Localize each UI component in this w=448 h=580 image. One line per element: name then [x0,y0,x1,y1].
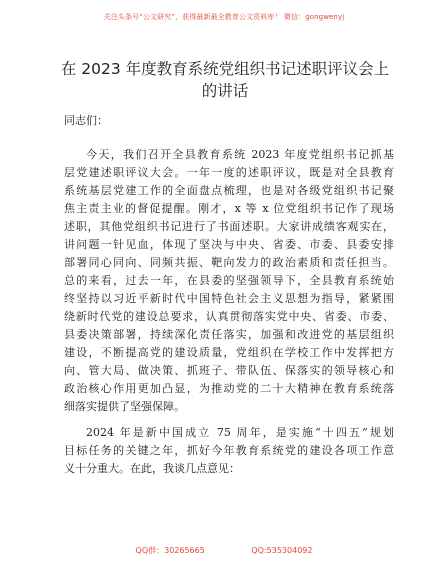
paragraph-1 [64,146,394,416]
text-line: 政治核心作用更加凸显，为推动党的二十大精神在教育系统落 [64,382,394,395]
footer-qq-group: QQ群：30265665 [135,546,205,555]
text-line: 部署同心同向、同频共振、靶向发力的政治素质和责任担当。 [64,256,394,269]
text-line: 层党建述职评议大会。一年一度的述职评议，既是对全县教育 [64,166,394,179]
text-line: 细落实提供了坚强保障。 [64,400,185,413]
text-line: 终坚持以习近平新时代中国特色社会主义思想为指导，紧紧围 [64,292,394,305]
paragraph-2 [64,424,394,478]
text-line: 向、管大局、做决策、抓班子、带队伍、保落实的领导核心和 [64,364,394,377]
text-line: 焦主责主业的督促提醒。刚才，x 等 x 位党组织书记作了现场 [64,202,394,215]
text-line: 总的来看，过去一年，在县委的坚强领导下，全县教育系统始 [64,274,394,287]
document-body [64,146,394,478]
text-line: 述职，其他党组织书记进行了书面述职。大家讲成绩客观实在， [64,220,394,233]
text-line: 目标任务的关键之年，抓好今年教育系统党的建设各项工作意 [64,444,394,457]
footer-qq: QQ:535304092 [251,546,313,555]
text-line: 2024 年是新中国成立 75 周年，是实施“十四五”规划 [86,426,394,439]
greeting: 同志们： [64,114,108,127]
header-banner: 关注头条号“公文研究”，获得最新最全教育公文资料库！ 微信：gongwenyj [103,13,345,21]
text-line: 县委决策部署，持续深化责任落实，加强和改进党的基层组织 [64,328,394,341]
text-line: 讲问题一针见血，体现了坚决与中央、省委、市委、县委安排 [64,238,394,251]
title-line: 的讲话 [201,82,249,100]
text-line: 义十分重大。在此，我谈几点意见： [64,462,240,475]
title-line: 在 2023 年度教育系统党组织书记述职评议会上 [60,60,390,78]
document-title [40,58,410,102]
text-line: 今天，我们召开全县教育系统 2023 年度党组织书记抓基 [86,148,394,161]
text-line: 绕新时代党的建设总要求，认真贯彻落实党中央、省委、市委、 [64,310,394,323]
text-line: 系统基层党建工作的全面盘点梳理，也是对各级党组织书记聚 [64,184,394,197]
footer [0,545,448,556]
text-line: 建设，不断提高党的建设质量，党组织在学校工作中发挥把方 [64,346,394,359]
